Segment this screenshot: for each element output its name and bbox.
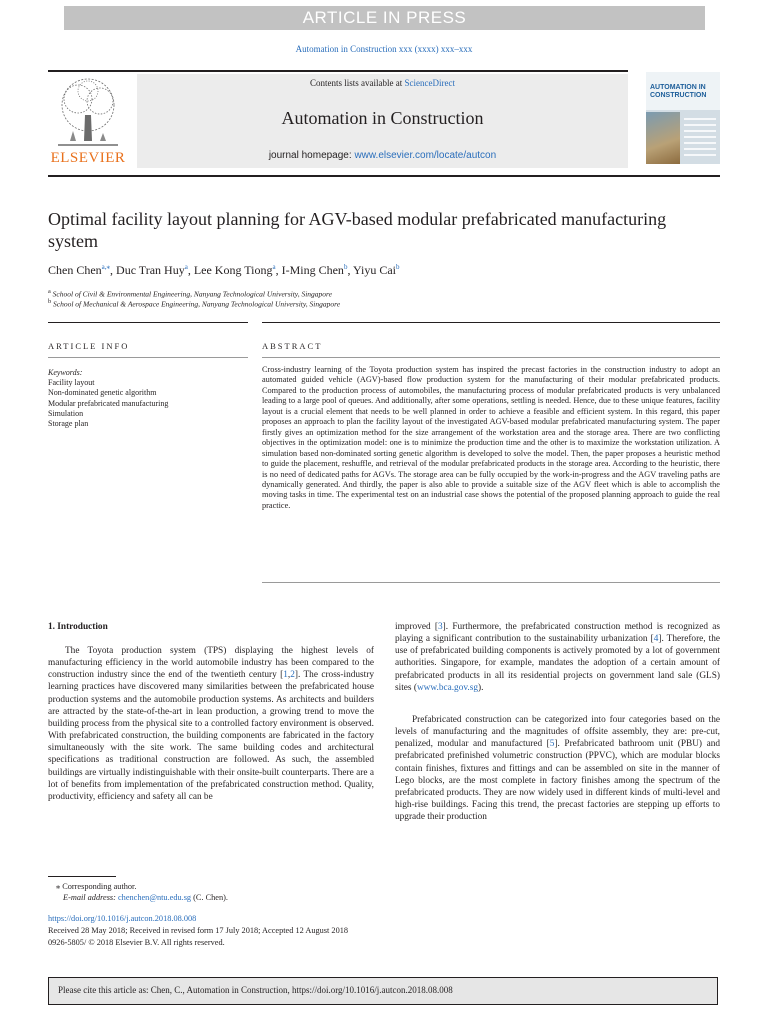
intro-paragraph-1 xyxy=(48,645,374,803)
abstract-text: Cross-industry learning of the Toyota production system has inspired the precast factories in the construction industry to adopt an automated guided vehicle (AGV)-based flow production system for the manufacturing of their modular prefabricated products. Compared to the production process of automobiles, the manufacturing process of modular prefabricated products is very unbalanced leading to a large pool of queues. And additionally, after some operations, settling is needed. Hence, due to these unique features, facility layout is a crucial element that needs to be well planned in order to achieve a feasible and efficient system. In this regard, this paper proposes an approach to plan the facility layout of the investigated AGV-based modular prefabricated manufacturing system. The paper firstly gives an optimization method for the size arrangement of the workstation area and the storage area. There are two conflicting objectives in the optimization model: one is to minimize the production time and the other is to maximize the workstation utilization. A simulation based non-dominated sorting genetic algorithm is developed to solve the model. Then, the paper proposes a heuristic method to guide the placement, reshuffle, and retrieval of the modular prefabricated products in the storage area. According to the heuristic, there is no need of dedicated paths for AGVs. The storage area can be fully occupied by the work-in-progress and the AGV traveling paths are dynamically generated. And thirdly, the paper is also able to provide a suitable size of the AGV fleet which is able to accomplish the moving tasks in time. The experimental test on an industrial case shows the potential of the proposed planning approach to guide the real practice. xyxy=(262,365,720,510)
citation-link[interactable]: 5 xyxy=(549,739,555,750)
author-affil-mark[interactable]: a,⁎ xyxy=(101,263,111,271)
keyword-item: Storage plan xyxy=(48,419,89,429)
affiliation-a xyxy=(48,288,728,299)
citation-link[interactable]: 1 xyxy=(283,670,288,681)
contents-available-line xyxy=(137,78,628,88)
journal-title: Automation in Construction xyxy=(281,108,484,128)
intro-paragraph-3 xyxy=(395,714,720,823)
paragraph-text-run: ]. Furthermore, the prefabricated construction method is recognized as playing a significant contribution to the sustainability urbanization [ xyxy=(395,622,720,645)
keywords-label: Keywords: xyxy=(48,368,83,377)
citation-link[interactable]: 4 xyxy=(653,634,659,645)
author-separator: , xyxy=(187,263,194,277)
email-footnote xyxy=(63,893,228,902)
masthead-top-rule xyxy=(48,70,628,72)
author-name: I-Ming Chen xyxy=(281,263,344,277)
paper-title: Optimal facility layout planning for AGV-based modular prefabricated manufacturing system xyxy=(48,209,667,251)
author-separator: , xyxy=(110,263,117,277)
elsevier-wordmark: ELSEVIER xyxy=(50,150,126,166)
paragraph-text-run: Prefabricated construction can be categorized into four categories based on the levels of manufacturing and the magnitudes of offsite assembly, they are: pre-cut, penalized, modular and manufactured [ xyxy=(395,715,720,750)
paragraph-text-run: improved [ xyxy=(395,622,438,632)
section-heading-introduction: 1. Introduction xyxy=(48,622,108,632)
keyword-item: Facility layout xyxy=(48,378,95,388)
keyword-item: Non-dominated genetic algorithm xyxy=(48,388,157,398)
author-list xyxy=(48,263,728,278)
author-affil-mark[interactable]: a xyxy=(272,263,276,271)
paragraph-text-run: ]. The cross-industry learning practices have discovered many similarities between the prefabricated house production systems and the automobile production systems. As architects and builders are attracted by the state-of-the-art in lean production, a growing trend to move the building process from the physical site to a controlled factory environment is observed. With prefabricated construction, the building components are fabricated in the factory simultaneously with the site work. The same building codes and architectural specifications as traditional construction are followed. As such, the assembled buildings are virtually indistinguishable with their onsite-built counterparts. There are a lot of benefits from implementation of the prefabricated construction method. Quality, productivity, efficiency and safety all can be xyxy=(48,670,374,802)
citation-link[interactable]: 3 xyxy=(438,622,443,632)
paragraph-text-run: , xyxy=(287,670,291,681)
email-suffix: (C. Chen). xyxy=(191,893,228,902)
affiliation-b xyxy=(48,298,728,309)
cover-text-lines xyxy=(684,118,716,158)
author-separator: , xyxy=(275,263,282,277)
affiliation-text: School of Civil & Environmental Engineering, Nanyang Technological University, Singapore xyxy=(52,289,332,299)
masthead-bottom-rule xyxy=(48,175,720,177)
keyword-item: Simulation xyxy=(48,408,84,418)
received-dates: Received 28 May 2018; Received in revised form 17 July 2018; Accepted 12 August 2018 xyxy=(48,926,349,935)
cover-photo xyxy=(646,112,680,164)
keywords-block xyxy=(48,368,248,429)
journal-cover-image[interactable] xyxy=(646,72,720,164)
citation-link[interactable]: 2 xyxy=(290,670,295,681)
footnote-rule xyxy=(48,876,116,877)
author-affil-mark[interactable]: a xyxy=(184,263,188,271)
article-in-press-banner: ARTICLE IN PRESS xyxy=(64,6,705,30)
homepage-prefix: journal homepage: xyxy=(268,150,355,161)
author-separator: , xyxy=(347,263,353,277)
abstract-bottom-rule xyxy=(262,582,720,583)
email-label: E-mail address: xyxy=(63,893,118,902)
author-name: Yiyu Cai xyxy=(353,263,397,277)
elsevier-tree-logo xyxy=(48,75,128,152)
author-name: Duc Tran Huy xyxy=(116,263,185,277)
abstract-heading: ABSTRACT xyxy=(262,341,323,351)
journal-homepage-line xyxy=(137,150,628,161)
journal-reference-link[interactable]: Automation in Construction xxx (xxxx) xxx–xxx xyxy=(295,44,473,54)
article-info-top-rule xyxy=(48,322,248,323)
homepage-link[interactable]: www.elsevier.com/locate/autcon xyxy=(354,150,497,161)
email-link[interactable]: chenchen@ntu.edu.sg xyxy=(118,893,192,902)
author-affil-mark[interactable]: b xyxy=(343,263,348,271)
author-affil-mark[interactable]: b xyxy=(396,263,400,271)
author-name: Lee Kong Tiong xyxy=(193,263,273,277)
affiliation-mark: b xyxy=(48,298,52,305)
paragraph-text-run: The Toyota production system (TPS) displaying the highest levels of manufacturing efficiency in the world automobile industry has been compared to the construction industry since the end of the twentieth century [ xyxy=(48,646,374,681)
affiliation-text: School of Mechanical & Aerospace Engineering, Nanyang Technological University, Singapore xyxy=(53,299,341,309)
copyright-notice: 0926-5805/ © 2018 Elsevier B.V. All rights reserved. xyxy=(48,938,225,947)
affiliation-mark: a xyxy=(48,288,51,295)
intro-paragraph-2 xyxy=(395,621,720,694)
citation-box: Please cite this article as: Chen, C., Automation in Construction, https://doi.org/10.1016/j.autcon.2018.08.008 xyxy=(48,977,718,1005)
paragraph-text-run: ). xyxy=(477,682,484,693)
abstract-top-rule xyxy=(262,322,720,323)
sciencedirect-link[interactable]: ScienceDirect xyxy=(404,78,455,88)
paragraph-text-run: ]. Therefore, the use of prefabricated building components is actively promoted by a lot of government authorities. Singapore, for example, mandates the adoption of a certain amount of prefabricated products in all its residential projects on government land sale (GLS) sites ( xyxy=(395,634,721,693)
keyword-item: Modular prefabricated manufacturing xyxy=(48,398,169,408)
abstract-sub-rule xyxy=(262,357,720,358)
article-info-sub-rule xyxy=(48,357,248,358)
contents-prefix: Contents lists available at xyxy=(310,78,405,88)
cover-title: AUTOMATION IN CONSTRUCTION xyxy=(650,84,707,99)
corresponding-author-note: ⁎ Corresponding author. xyxy=(56,882,137,891)
citation-link[interactable]: www.bca.gov.sg xyxy=(416,682,478,693)
author-name: Chen Chen xyxy=(48,263,102,277)
doi-link[interactable]: https://doi.org/10.1016/j.autcon.2018.08.008 xyxy=(48,914,197,923)
paragraph-text-run: ]. Prefabricated bathroom unit (PBU) and prefabricated prefinished volumetric construction (PPVC), which are modular blocks contain finishes, fixtures and fittings and can be assembled on site in the manner of Lego blocks, are the most complete in factory finishes among the spectrum of the prefabricated products. They are now widely used in different kinds of multi-level and high-rise buildings. Facing this trend, the precast factories are stepping up efforts to upgrade their production xyxy=(395,739,720,823)
article-info-heading: ARTICLE INFO xyxy=(48,341,130,351)
